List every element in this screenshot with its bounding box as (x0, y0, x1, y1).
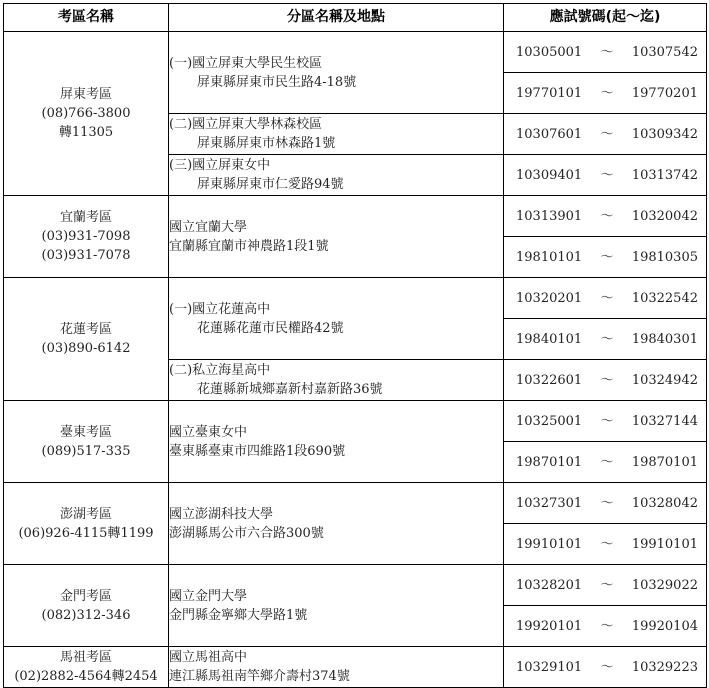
code-start: 19770101 (516, 85, 583, 101)
table-row (4, 32, 707, 73)
code-end: 19810305 (631, 249, 698, 265)
range-separator: ～ (600, 659, 614, 675)
site-address: 屏東縣屏東市仁愛路94號 (197, 177, 344, 192)
region-name: 澎湖考區 (59, 506, 112, 522)
code-end: 10309342 (631, 126, 698, 142)
site-name: 國立臺東女中 (169, 424, 248, 440)
code-start: 10307601 (516, 126, 583, 142)
region-cell (4, 196, 169, 278)
range-separator: ～ (600, 372, 614, 388)
code-range-cell (504, 647, 707, 688)
region-phone: 轉11305 (58, 125, 114, 140)
region-cell (4, 401, 169, 483)
code-end: 19840301 (631, 331, 698, 347)
code-range-cell (504, 401, 707, 442)
range-separator: ～ (600, 618, 614, 634)
code-start: 19920101 (516, 618, 583, 634)
site-cell (169, 483, 504, 565)
code-start: 10320201 (516, 290, 583, 306)
range-separator: ～ (600, 454, 614, 470)
region-phone: (082)312-346 (41, 607, 131, 623)
range-separator: ～ (600, 290, 614, 306)
region-phone: (02)2882-4564轉2454 (14, 669, 158, 684)
site-cell (169, 155, 504, 196)
site-address: 金門縣金寧鄉大學路1號 (169, 607, 308, 623)
header-row (4, 4, 707, 32)
region-cell (4, 483, 169, 565)
region-phone: (03)931-7078 (41, 248, 131, 263)
site-cell (169, 565, 504, 647)
code-range-cell (504, 114, 707, 155)
site-cell (169, 114, 504, 155)
site-address: 花蓮縣新城鄉嘉新村嘉新路36號 (197, 382, 383, 397)
site-cell (169, 401, 504, 483)
code-start: 19840101 (516, 331, 583, 347)
table-row (4, 401, 707, 442)
site-name: 國立馬祖高中 (169, 650, 248, 665)
code-range-cell (504, 524, 707, 565)
table-row (4, 483, 707, 524)
region-cell (4, 565, 169, 647)
code-start: 10322601 (516, 372, 583, 388)
range-separator: ～ (600, 249, 614, 265)
region-name: 金門考區 (59, 588, 112, 604)
site-address: 花蓮縣花蓮市民權路42號 (197, 320, 344, 336)
region-name: 馬祖考區 (59, 650, 112, 665)
code-range-cell (504, 606, 707, 647)
range-separator: ～ (600, 331, 614, 347)
range-separator: ～ (600, 536, 614, 552)
code-end: 10329022 (631, 577, 698, 593)
region-name: 宜蘭考區 (59, 210, 112, 225)
region-cell (4, 32, 169, 196)
site-cell (169, 647, 504, 688)
code-start: 19910101 (516, 536, 583, 552)
code-start: 10309401 (516, 167, 583, 183)
range-separator: ～ (600, 126, 614, 142)
code-range-cell (504, 442, 707, 483)
code-range-cell (504, 483, 707, 524)
site-address: 澎湖縣馬公市六合路300號 (169, 525, 324, 541)
code-end: 10320042 (631, 208, 698, 224)
site-cell (169, 196, 504, 278)
code-start: 10329101 (516, 659, 583, 675)
region-cell (4, 278, 169, 401)
code-range-cell (504, 32, 707, 73)
site-cell (169, 32, 504, 114)
code-end: 10322542 (631, 290, 698, 306)
code-end: 19910101 (631, 536, 698, 552)
code-end: 10313742 (631, 167, 698, 183)
code-range-cell (504, 278, 707, 319)
site-name: (二)國立屏東大學林森校區 (169, 117, 323, 132)
site-name: (一)國立屏東大學民生校區 (169, 55, 323, 71)
site-cell (169, 278, 504, 360)
code-range-cell (504, 565, 707, 606)
code-start: 10327301 (516, 495, 583, 511)
table-row (4, 565, 707, 606)
code-end: 19870101 (631, 454, 698, 470)
table-body (4, 32, 707, 688)
site-address: 屏東縣屏東市民生路4-18號 (197, 74, 357, 90)
code-range-cell (504, 73, 707, 114)
region-phone: (06)926-4115轉1199 (18, 525, 154, 541)
table-row (4, 196, 707, 237)
code-end: 10328042 (631, 495, 698, 511)
code-range-cell (504, 360, 707, 401)
code-start: 10305001 (516, 44, 583, 60)
site-name: (二)私立海星高中 (169, 363, 271, 378)
region-name: 屏東考區 (59, 87, 112, 102)
code-end: 19920104 (631, 618, 698, 634)
code-range-cell (504, 237, 707, 278)
region-name: 花蓮考區 (59, 322, 112, 337)
code-start: 10313901 (516, 208, 583, 224)
region-phone: (03)931-7098 (41, 229, 131, 244)
code-range-cell (504, 196, 707, 237)
table-row (4, 278, 707, 319)
header-site: 分區名稱及地點 (169, 4, 504, 32)
code-start: 10325001 (516, 413, 583, 429)
code-range-cell (504, 319, 707, 360)
code-start: 19810101 (516, 249, 583, 265)
code-start: 19870101 (516, 454, 583, 470)
code-range-cell (504, 155, 707, 196)
site-name: (三)國立屏東女中 (169, 158, 271, 173)
header-code: 應試號碼(起～迄) (504, 4, 707, 32)
range-separator: ～ (600, 208, 614, 224)
site-address: 宜蘭縣宜蘭市神農路1段1號 (169, 238, 329, 254)
header-region: 考區名稱 (4, 4, 169, 32)
range-separator: ～ (600, 44, 614, 60)
table-row (4, 647, 707, 688)
region-phone: (08)766-3800 (41, 106, 131, 121)
range-separator: ～ (600, 495, 614, 511)
range-separator: ～ (600, 167, 614, 183)
site-name: 國立金門大學 (169, 588, 248, 604)
code-end: 10324942 (631, 372, 698, 388)
code-end: 19770201 (631, 85, 698, 101)
code-end: 10329223 (631, 659, 698, 675)
range-separator: ～ (600, 413, 614, 429)
site-address: 屏東縣屏東市林森路1號 (197, 136, 336, 151)
site-cell (169, 360, 504, 401)
range-separator: ～ (600, 85, 614, 101)
site-address: 臺東縣臺東市四維路1段690號 (169, 443, 346, 459)
range-separator: ～ (600, 577, 614, 593)
site-name: 國立澎湖科技大學 (169, 506, 274, 522)
site-address: 連江縣馬祖南竿鄉介壽村374號 (169, 669, 350, 684)
exam-venue-table (3, 3, 707, 688)
code-start: 10328201 (516, 577, 583, 593)
region-phone: (089)517-335 (41, 443, 131, 459)
region-cell (4, 647, 169, 688)
site-name: 國立宜蘭大學 (169, 219, 248, 235)
region-phone: (03)890-6142 (41, 341, 131, 356)
code-end: 10307542 (631, 44, 698, 60)
region-name: 臺東考區 (59, 424, 112, 440)
site-name: (一)國立花蓮高中 (169, 301, 271, 317)
code-end: 10327144 (631, 413, 698, 429)
